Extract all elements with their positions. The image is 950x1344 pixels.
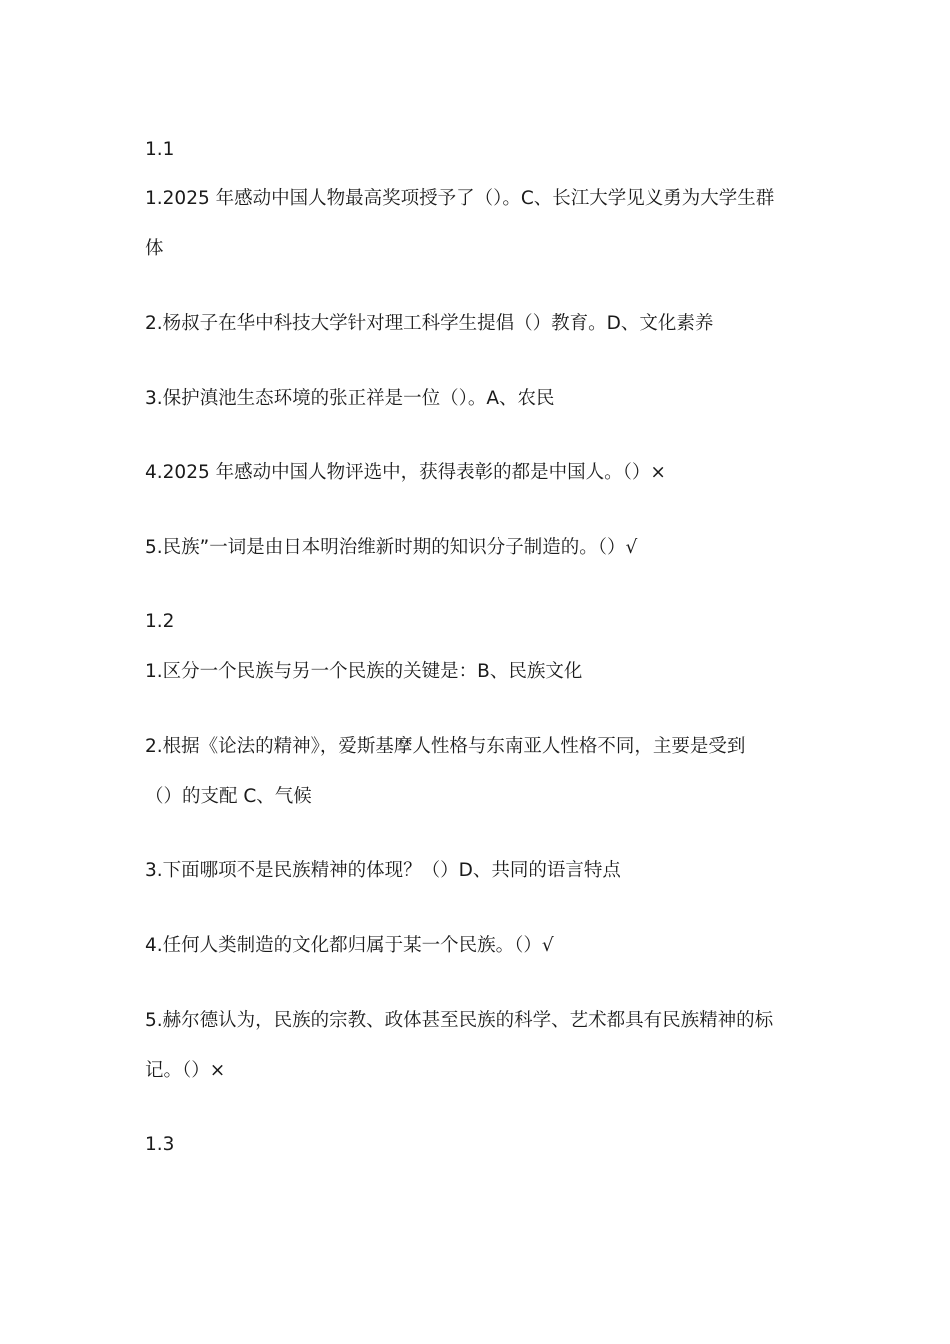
question-text: 2.根据《论法的精神》，爱斯基摩人性格与东南亚人性格不同，主要是受到 — [145, 736, 746, 757]
question-text-continued: （）的支配 C、气候 — [145, 786, 312, 807]
section-heading: 1.3 — [145, 1134, 175, 1155]
question-text: 3.保护滇池生态环境的张正祥是一位（）。A、农民 — [145, 388, 555, 409]
question-text: 4.任何人类制造的文化都归属于某一个民族。（）√ — [145, 935, 554, 956]
question-text-continued: 体 — [145, 238, 164, 259]
section-heading: 1.1 — [145, 139, 175, 160]
question-text: 5.民族”一词是由日本明治维新时期的知识分子制造的。（）√ — [145, 537, 638, 558]
question-text-continued: 记。（）× — [145, 1060, 226, 1081]
question-text: 1.2025 年感动中国人物最高奖项授予了（）。C、长江大学见义勇为大学生群 — [145, 188, 775, 209]
question-text: 4.2025 年感动中国人物评选中，获得表彰的都是中国人。（）× — [145, 462, 666, 483]
section-heading: 1.2 — [145, 611, 175, 632]
question-text: 3.下面哪项不是民族精神的体现？（）D、共同的语言特点 — [145, 860, 621, 881]
question-text: 2.杨叔子在华中科技大学针对理工科学生提倡（）教育。D、文化素养 — [145, 313, 714, 334]
question-text: 5.赫尔德认为，民族的宗教、政体甚至民族的科学、艺术都具有民族精神的标 — [145, 1010, 774, 1031]
question-text: 1.区分一个民族与另一个民族的关键是：B、民族文化 — [145, 661, 583, 682]
